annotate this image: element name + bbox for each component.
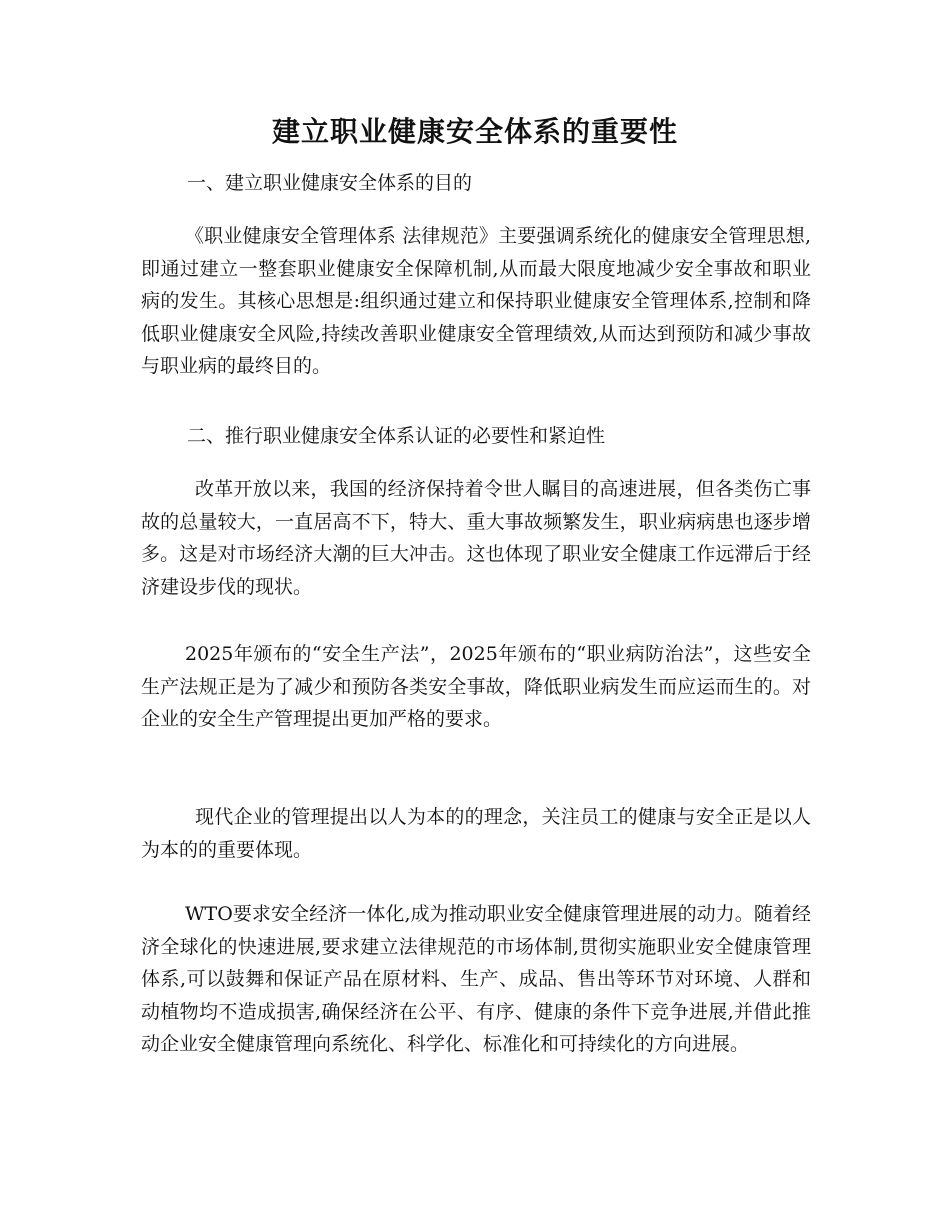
paragraph-laws: 2025年颁布的“安全生产法”，2025年颁布的“职业病防治法”，这些安全生产法规正是为了减少和预防各类安全事故，降低职业病发生而应运而生的。对企业的安全生产管理提出更加严格的要求。 <box>141 643 811 731</box>
section-heading-necessity: 二、推行职业健康安全体系认证的必要性和紧迫性 <box>187 425 606 447</box>
document-title: 建立职业健康安全体系的重要性 <box>271 115 678 148</box>
paragraph-reform: 改革开放以来，我国的经济保持着令世人瞩目的高速进展，但各类伤亡事故的总量较大，一直居高不下，特大、重大事故频繁发生，职业病病患也逐步增多。这是对市场经济大潮的巨大冲击。这也体现了职业安全健康工作远滞后于经济建设步伐的现状。 <box>141 478 811 598</box>
section-heading-purpose: 一、建立职业健康安全体系的目的 <box>187 172 473 194</box>
paragraph-wto: WTO要求安全经济一体化,成为推动职业安全健康管理进展的动力。随着经济全球化的快速进展,要求建立法律规范的市场体制,贯彻实施职业安全健康管理体系,可以鼓舞和保证产品在原材料、生产、成品、售出等环节对环境、人群和动植物均不造成损害,确保经济在公平、有序、健康的条件下竞争进展,并借此推动企业安全健康管理向系统化、科学化、标准化和可持续化的方向进展。 <box>141 903 811 1056</box>
paragraph-people-oriented: 现代企业的管理提出以人为本的的理念，关注员工的健康与安全正是以人为本的的重要体现。 <box>141 806 811 861</box>
paragraph-purpose: 《职业健康安全管理体系 法律规范》主要强调系统化的健康安全管理思想,即通过建立一整套职业健康安全保障机制,从而最大限度地减少安全事故和职业病的发生。其核心思想是:组织通过建立和保持职业健康安全管理体系,控制和降低职业健康安全风险,持续改善职业健康安全管理绩效,从而达到预防和减少事故与职业病的最终目的。 <box>141 225 811 378</box>
